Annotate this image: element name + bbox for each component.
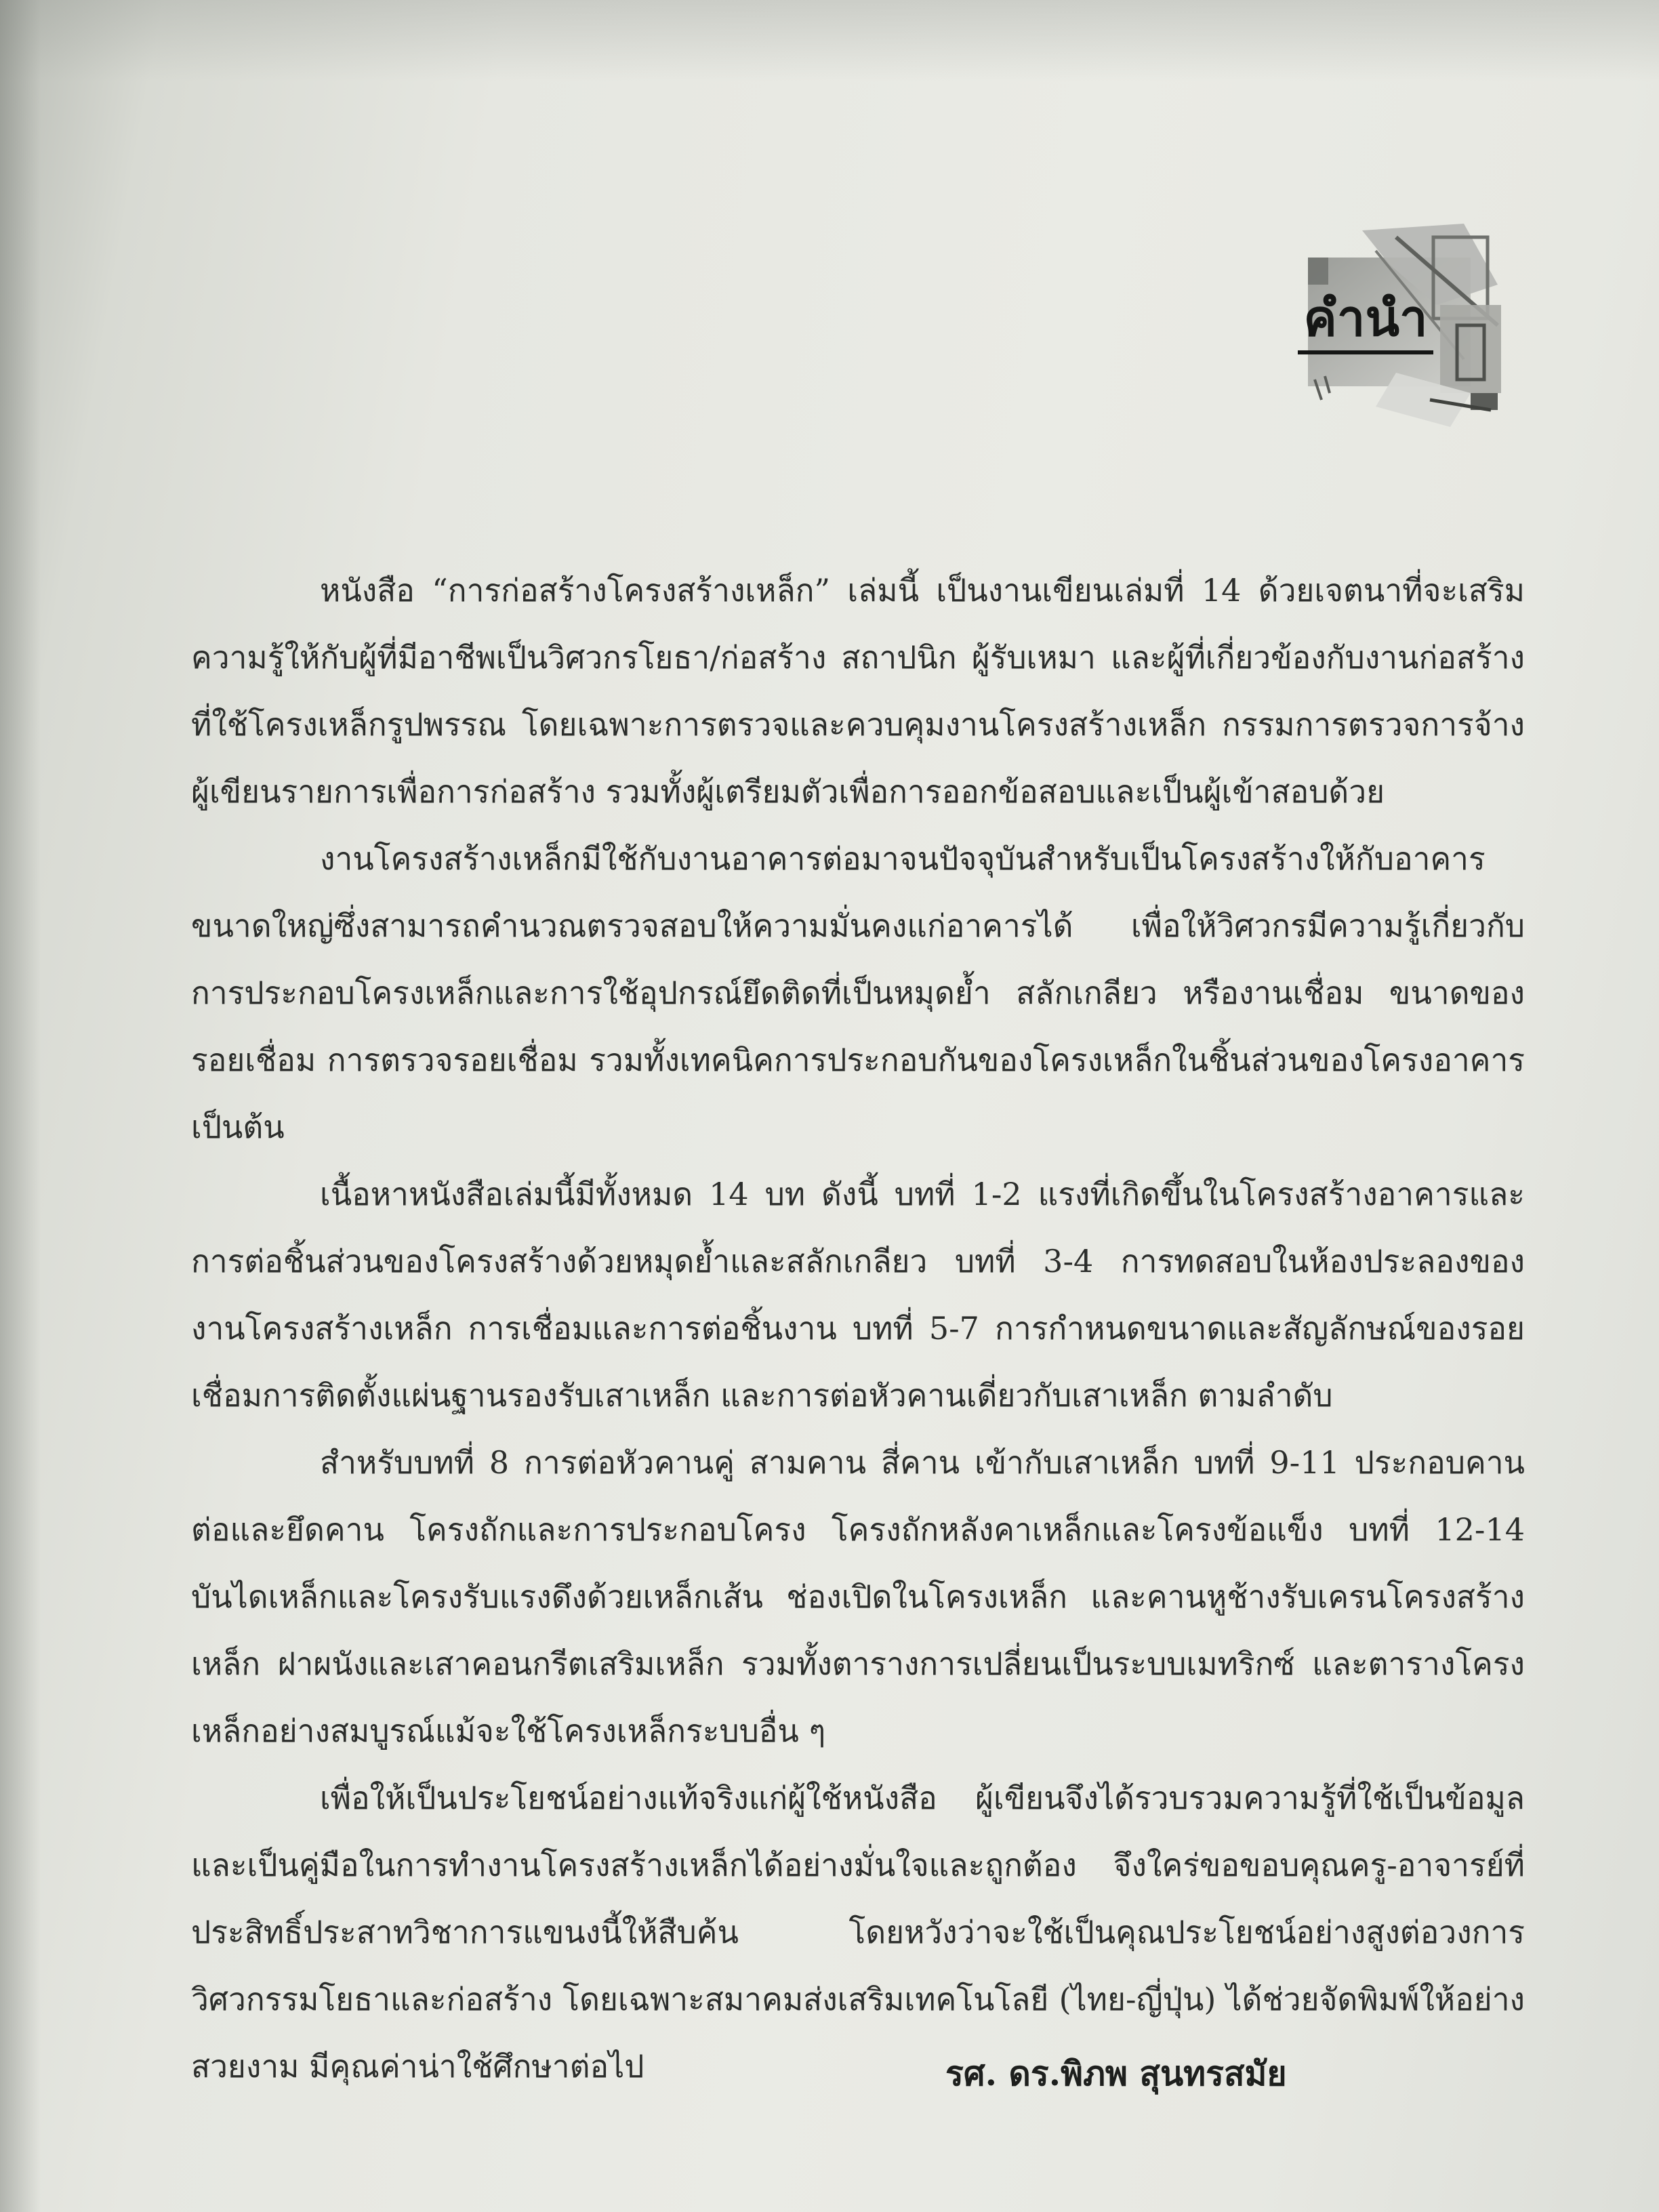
paragraph-5: เพื่อให้เป็นประโยชน์อย่างแท้จริงแก่ผู้ใช้หนังสือ ผู้เขียนจึงได้รวบรวมความรู้ที่ใช้เป็นข้อมูลและเป็นคู่มือในการทำงานโครงสร้างเหล็กได้อย่างมั่นใจและถูกต้อง จึงใคร่ขอขอบคุณครู-อาจารย์ที่ประสิทธิ์ประสาทวิชาการแขนงนี้ให้สืบค้น โดยหวังว่าจะใช้เป็นคุณประโยชน์อย่างสูงต่อวงการวิศวกรรมโยธาและก่อสร้าง โดยเฉพาะสมาคมส่งเสริมเทคโนโลยี (ไทย-ญี่ปุ่น) ได้ช่วยจัดพิมพ์ให้อย่างสวยงาม มีคุณค่าน่าใช้ศึกษาต่อไป — [191, 1780, 1525, 2085]
foreword-body — [191, 557, 1525, 2100]
paragraph-1: หนังสือ “การก่อสร้างโครงสร้างเหล็ก” เล่มนี้ เป็นงานเขียนเล่มที่ 14 ด้วยเจตนาที่จะเสริมความรู้ให้กับผู้ที่มีอาชีพเป็นวิศวกรโยธา/ก่อสร้าง สถาปนิก ผู้รับเหมา และผู้ที่เกี่ยวข้องกับงานก่อสร้างที่ใช้โครงเหล็กรูปพรรณ โดยเฉพาะการตรวจและควบคุมงานโครงสร้างเหล็ก กรรมการตรวจการจ้าง ผู้เขียนรายการเพื่อการก่อสร้าง รวมทั้งผู้เตรียมตัวเพื่อการออกข้อสอบและเป็นผู้เข้าสอบด้วย — [191, 572, 1525, 810]
paragraph-3: เนื้อหาหนังสือเล่มนี้มีทั้งหมด 14 บท ดังนี้ บทที่ 1-2 แรงที่เกิดขึ้นในโครงสร้างอาคารและการต่อชิ้นส่วนของโครงสร้างด้วยหมุดย้ำและสลักเกลียว บทที่ 3-4 การทดสอบในห้องประลองของงานโครงสร้างเหล็ก การเชื่อมและการต่อชิ้นงาน บทที่ 5-7 การกำหนดขนาดและสัญลักษณ์ของรอยเชื่อมการติดตั้งแผ่นฐานรองรับเสาเหล็ก และการต่อหัวคานเดี่ยวกับเสาเหล็ก ตามลำดับ — [191, 1176, 1525, 1414]
page-title: คำนำ — [1298, 288, 1433, 354]
author-signature: รศ. ดร.พิภพ สุนทรสมัย — [945, 2053, 1287, 2093]
page-binding-shadow — [0, 0, 41, 2212]
page-top-shade — [0, 0, 1659, 81]
paragraph-2: งานโครงสร้างเหล็กมีใช้กับงานอาคารต่อมาจนปัจจุบันสำหรับเป็นโครงสร้างให้กับอาคารขนาดใหญ่ซึ่งสามารถคำนวณตรวจสอบให้ความมั่นคงแก่อาคารได้ เพื่อให้วิศวกรมีความรู้เกี่ยวกับการประกอบโครงเหล็กและการใช้อุปกรณ์ยึดติดที่เป็นหมุดย้ำ สลักเกลียว หรืองานเชื่อม ขนาดของรอยเชื่อม การตรวจรอยเชื่อม รวมทั้งเทคนิคการประกอบกันของโครงเหล็กในชิ้นส่วนของโครงอาคาร เป็นต้น — [191, 840, 1525, 1145]
paragraph-4: สำหรับบทที่ 8 การต่อหัวคานคู่ สามคาน สี่คาน เข้ากับเสาเหล็ก บทที่ 9-11 ประกอบคาน ต่อและยึดคาน โครงถักและการประกอบโครง โครงถักหลังคาเหล็กและโครงข้อแข็ง บทที่ 12-14 บันไดเหล็กและโครงรับแรงดึงด้วยเหล็กเส้น ช่องเปิดในโครงเหล็ก และคานหูช้างรับเครนโครงสร้างเหล็ก ฝาผนังและเสาคอนกรีตเสริมเหล็ก รวมทั้งตารางการเปลี่ยนเป็นระบบเมทริกซ์ และตารางโครงเหล็กอย่างสมบูรณ์แม้จะใช้โครงเหล็กระบบอื่น ๆ — [191, 1444, 1525, 1749]
